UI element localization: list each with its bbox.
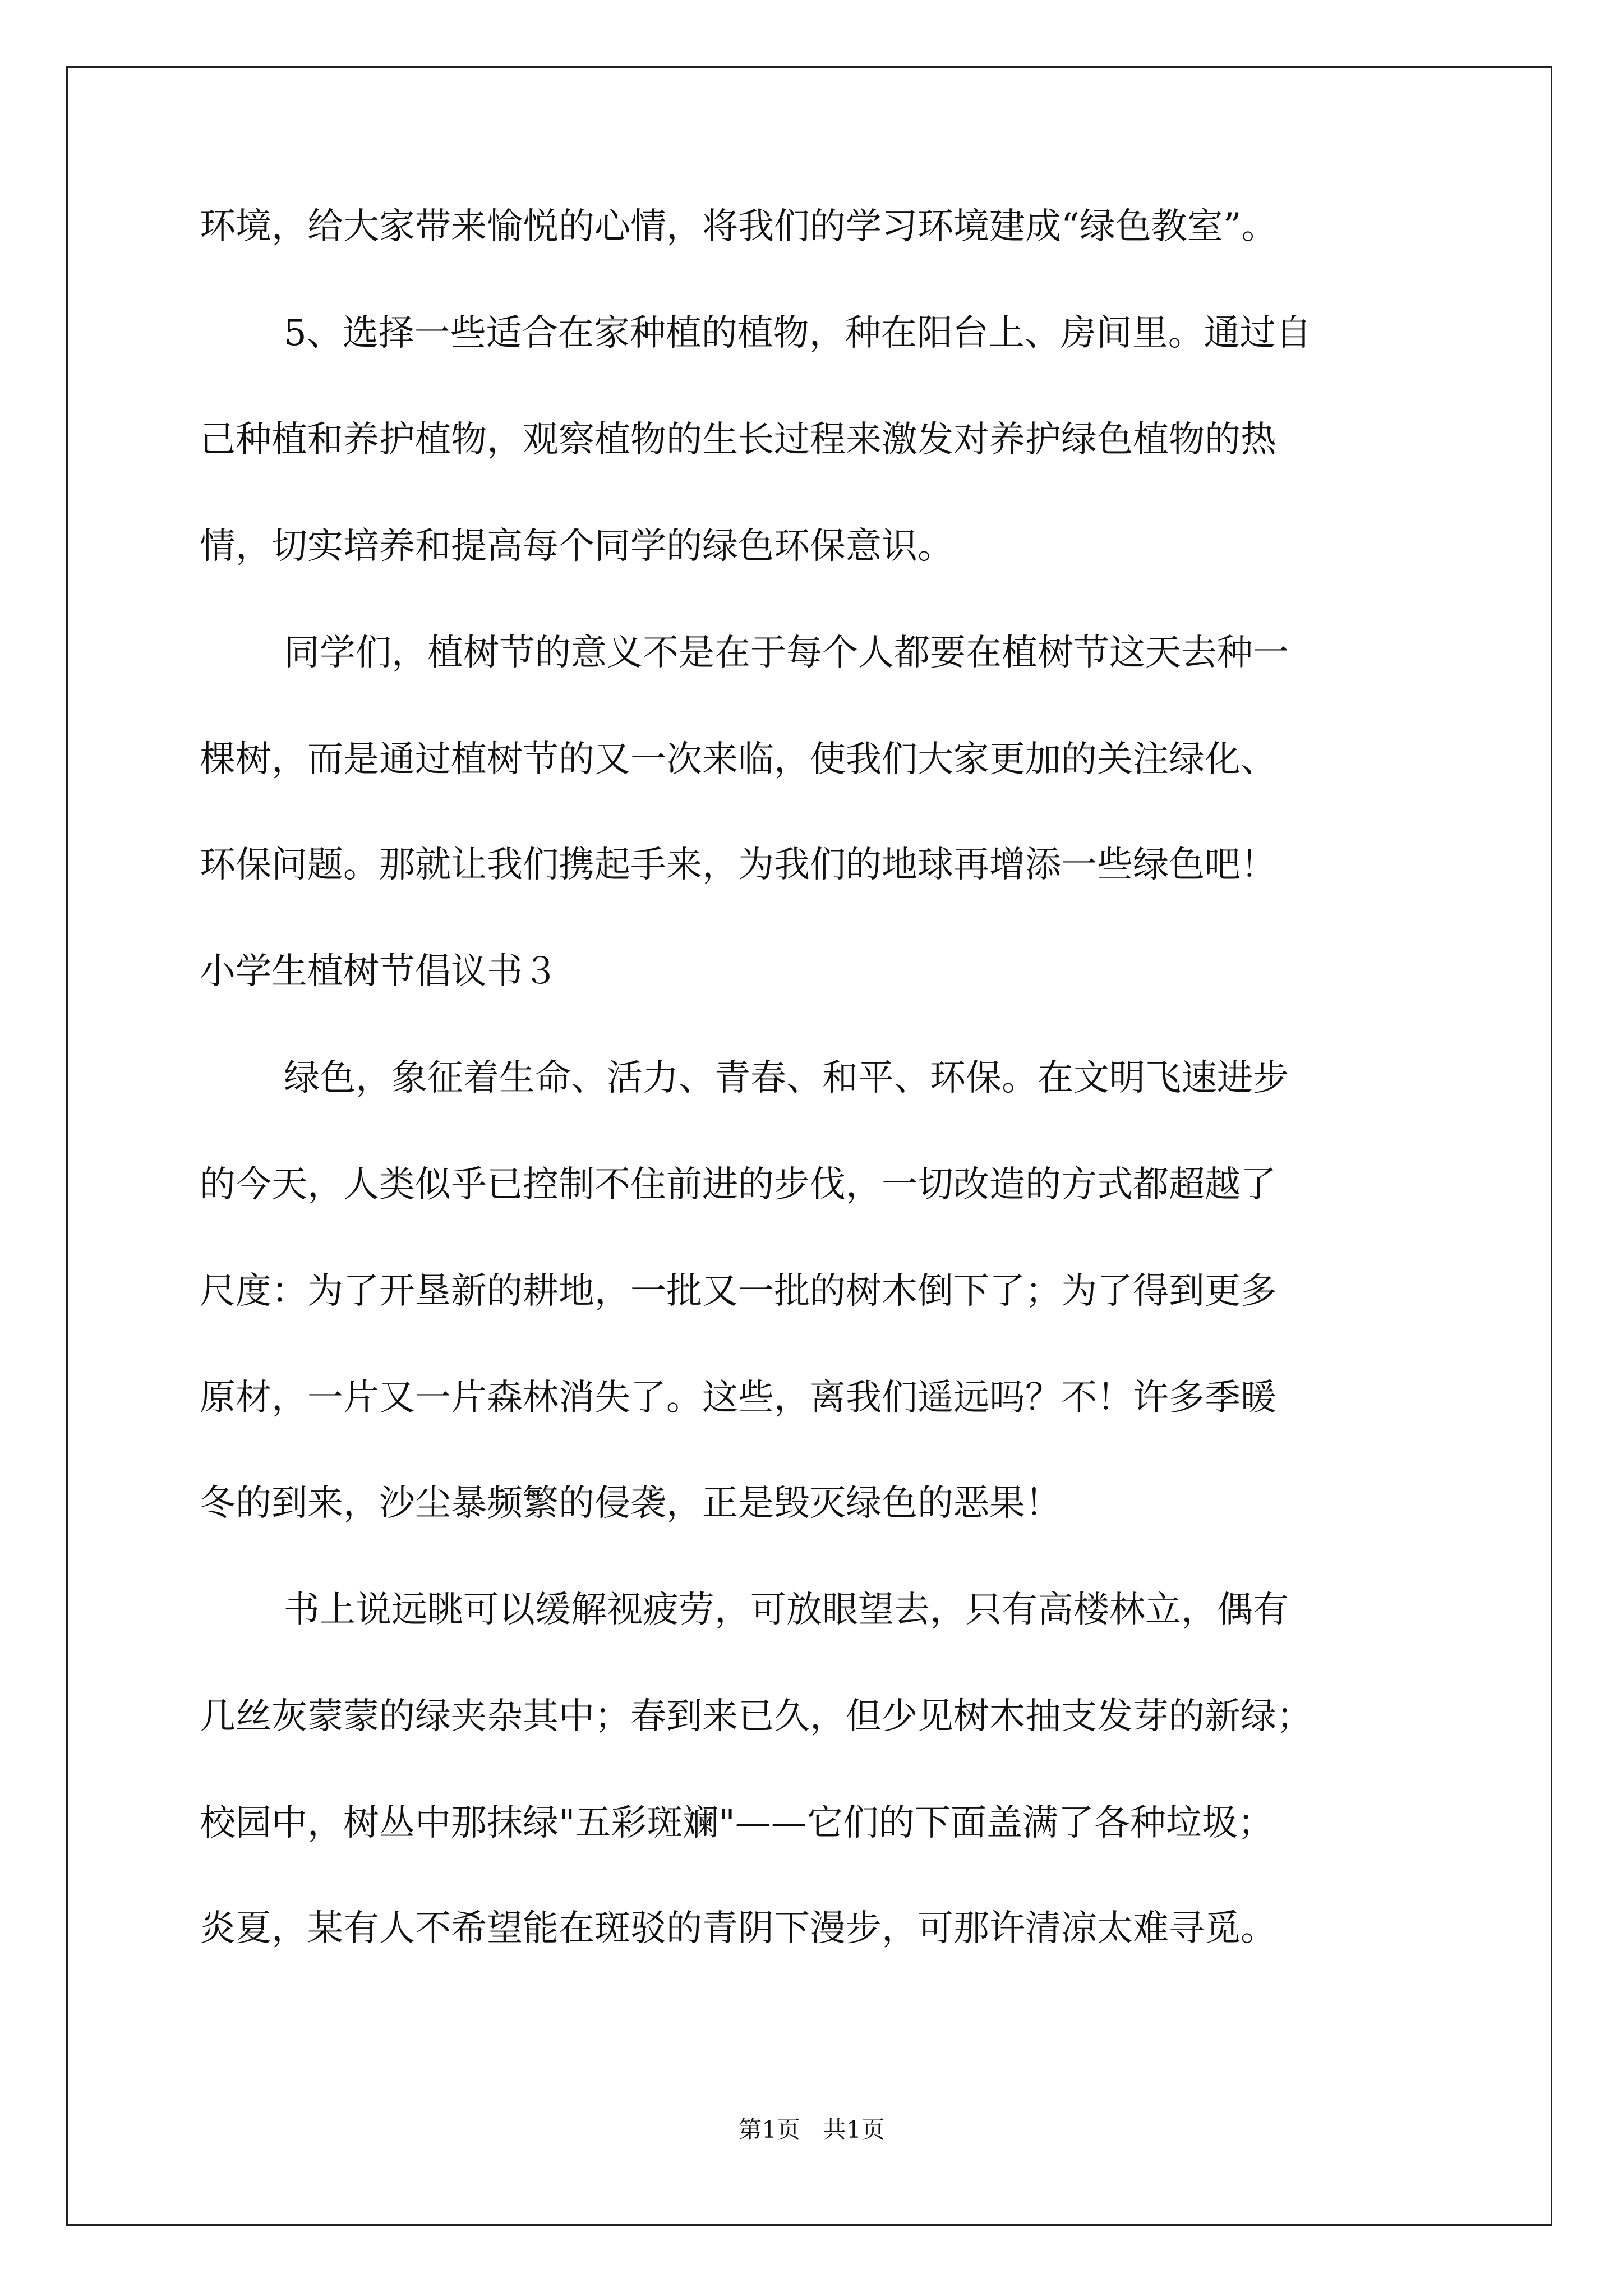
- text-line: 环保问题。那就让我们携起手来，为我们的地球再增添一些绿色吧！: [200, 844, 1276, 886]
- page-number-footer: 第1页 共1页: [738, 2116, 885, 2143]
- text-line: 校园中，树丛中那抹绿"五彩斑斓"——它们的下面盖满了各种垃圾；: [200, 1802, 1274, 1844]
- text-line: 书上说远眺可以缓解视疲劳，可放眼望去，只有高楼林立，偶有: [284, 1589, 1289, 1631]
- text-line: 原材，一片又一片森林消失了。这些，离我们遥远吗？不！许多季暖: [200, 1377, 1276, 1419]
- text-line: 棵树，而是通过植树节的又一次来临，使我们大家更加的关注绿化、: [200, 739, 1276, 780]
- page-border: [66, 66, 1552, 2226]
- text-line: 的今天，人类似乎已控制不住前进的步伐，一切改造的方式都超越了: [200, 1164, 1276, 1205]
- text-line: 几丝灰蒙蒙的绿夹杂其中；春到来已久，但少见树木抽支发芽的新绿；: [200, 1696, 1312, 1737]
- text-line: 情，切实培养和提高每个同学的绿色环保意识。: [200, 526, 953, 567]
- section-heading: 小学生植树节倡议书３: [200, 951, 559, 992]
- text-line: 同学们，植树节的意义不是在于每个人都要在植树节这天去种一: [284, 632, 1289, 674]
- text-line: 炎夏，某有人不希望能在斑驳的青阴下漫步，可那许清凉太难寻觅。: [200, 1908, 1276, 1949]
- text-line: 尺度：为了开垦新的耕地，一批又一批的树木倒下了；为了得到更多: [200, 1271, 1276, 1312]
- text-line: 绿色，象征着生命、活力、青春、和平、环保。在文明飞速进步: [284, 1057, 1289, 1099]
- text-line: 冬的到来，沙尘暴频繁的侵袭，正是毁灭绿色的恶果！: [200, 1483, 1061, 1524]
- text-line: 5、选择一些适合在家种植的植物，种在阳台上、房间里。通过自: [284, 312, 1312, 354]
- text-line: 己种植和养护植物，观察植物的生长过程来激发对养护绿色植物的热: [200, 419, 1276, 461]
- text-line: 环境，给大家带来愉悦的心情，将我们的学习环境建成“绿色教室”。: [200, 206, 1278, 247]
